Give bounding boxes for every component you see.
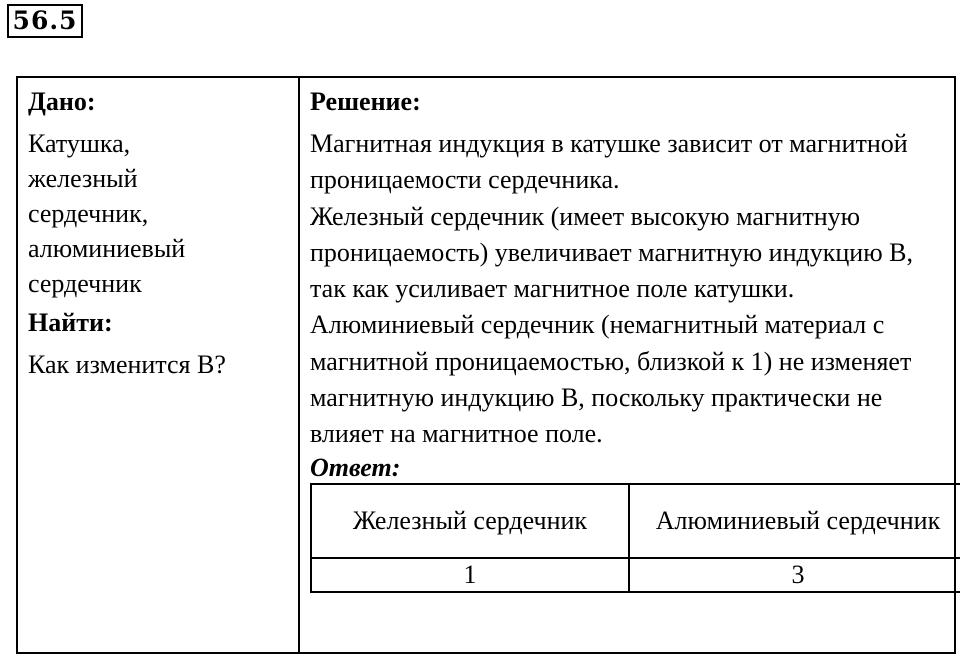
- find-heading: Найти:: [28, 308, 113, 337]
- solution-cell: [299, 77, 955, 653]
- solution-paragraph: Железный сердечник (имеет высокую магнитную проницаемость) увеличивает магнитную индукцию B, так как усиливает магнитное поле катушки.: [310, 201, 913, 304]
- given-line: алюминиевый: [28, 234, 186, 263]
- answer-column-header: Алюминиевый сердечник: [629, 484, 960, 558]
- given-cell: [17, 77, 299, 653]
- problem-number: 56.5: [7, 4, 83, 38]
- given-line: сердечник: [28, 269, 142, 298]
- given-line: сердечник,: [28, 199, 149, 228]
- given-heading: Дано:: [28, 87, 96, 116]
- find-text: Как изменится B?: [28, 350, 226, 379]
- given-line: железный: [28, 164, 138, 193]
- solution-paragraph: Алюминиевый сердечник (немагнитный материал с магнитной проницаемостью, близкой к 1) не изменяет магнитную индукцию B, поскольку практически не влияет на магнитное поле.: [310, 310, 912, 449]
- problem-table: [16, 76, 956, 654]
- solution-heading: Решение:: [310, 87, 421, 116]
- given-line: Катушка,: [28, 129, 131, 158]
- answer-column-header: Железный сердечник: [311, 484, 629, 558]
- solution-paragraph: Магнитная индукция в катушке зависит от магнитной проницаемости сердечника.: [310, 129, 908, 195]
- answer-table: [310, 483, 960, 593]
- answer-heading: Ответ:: [310, 452, 401, 482]
- answer-value: 1: [311, 558, 629, 592]
- answer-value: 3: [629, 558, 960, 592]
